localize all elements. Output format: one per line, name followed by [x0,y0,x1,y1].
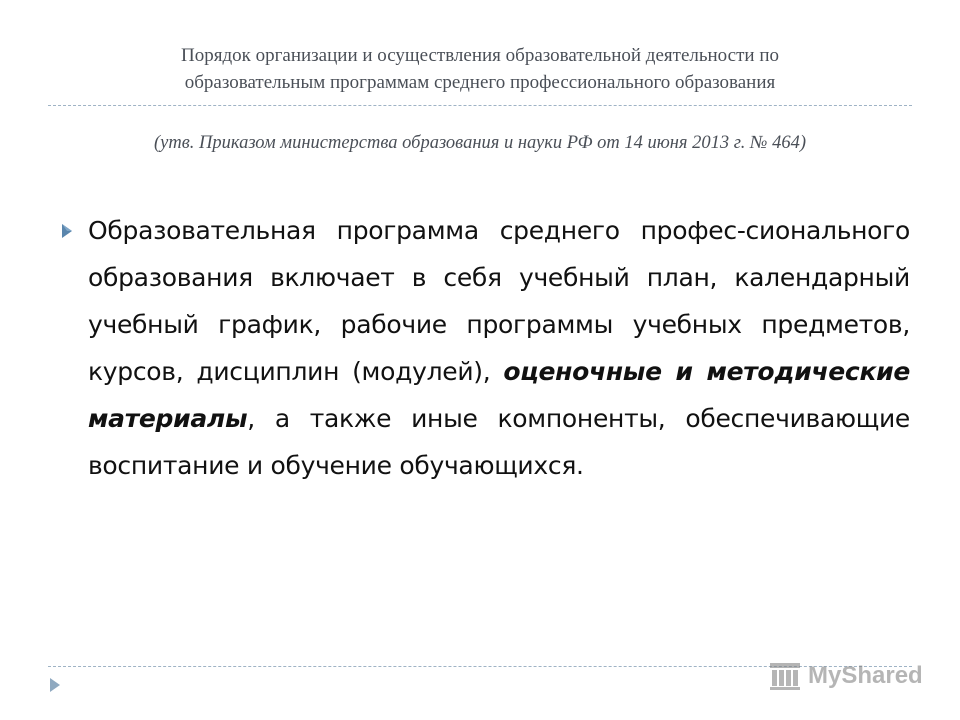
watermark-text: MyShared [808,662,923,689]
next-slide-arrow-icon[interactable] [48,677,62,693]
top-divider [48,105,912,106]
slide-title [70,42,890,96]
slide-title-line-1: Порядок организации и осуществления образовательной деятельности по [181,45,779,66]
bullet-text-after: , а также иные компоненты, обеспечивающие воспитание и обучение обучающихся. [88,404,910,480]
bullet-text-before: Образовательная программа среднего профес-сионального образования включает в себя учебный план, календарный учебный график, рабочие программы учебных предметов, курсов, дисциплин (модулей), [88,216,910,386]
bullet-text-emphasis: оценочные и методические материалы [88,357,910,433]
slide-title-line-2: образовательным программам среднего профессионального образования [184,72,776,93]
bullet-paragraph [88,207,910,489]
triangle-bullet-icon [60,223,74,239]
slide-subtitle: (утв. Приказом министерства образования и науки РФ от 14 июня 2013 г. № 464) [154,133,806,153]
slide-stack-logo-icon [768,660,802,692]
watermark [768,658,928,694]
